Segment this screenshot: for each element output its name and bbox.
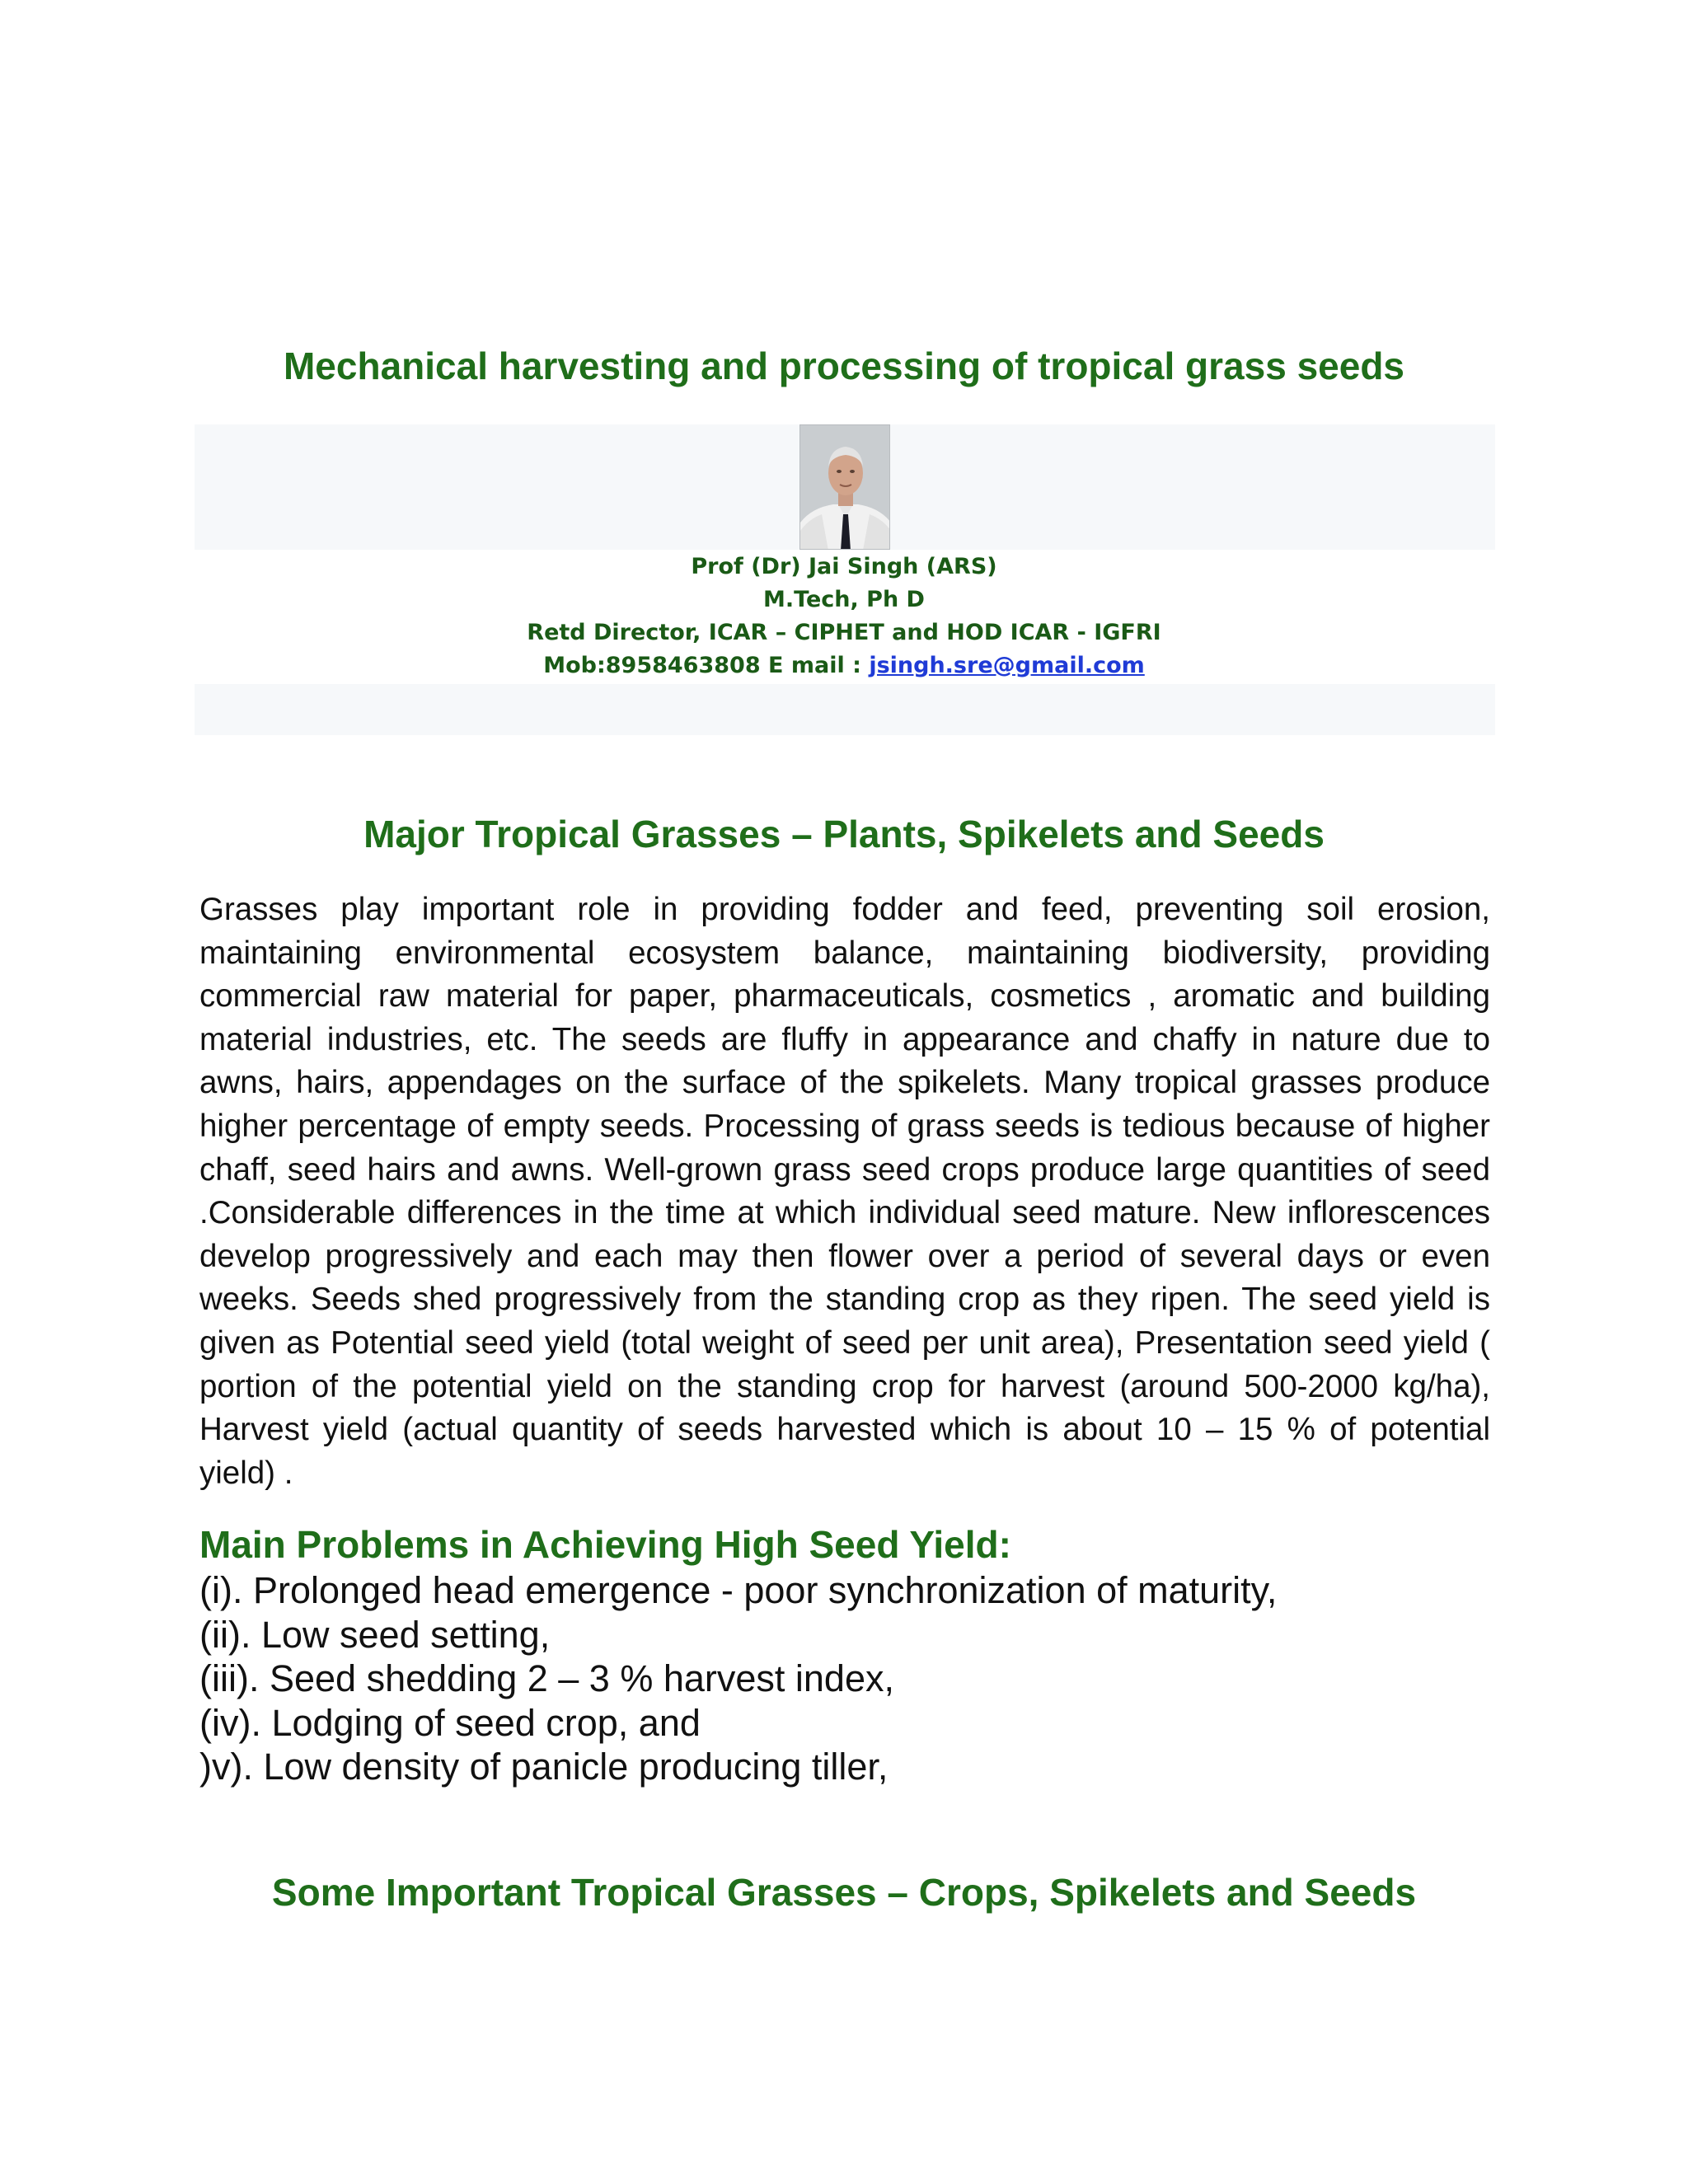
problems-list	[199, 1568, 1277, 1789]
author-contact-prefix: Mob:8958463808 E mail :	[543, 653, 870, 678]
list-item: (iii). Seed shedding 2 – 3 % harvest index,	[199, 1657, 894, 1699]
bottom-heading: Some Important Tropical Grasses – Crops, Spikelets and Seeds	[271, 1871, 1417, 1914]
list-item: )v). Low density of panicle producing tiller,	[199, 1746, 889, 1788]
author-email-link[interactable]: jsingh.sre@gmail.com	[869, 653, 1145, 678]
problems-heading: Main Problems in Achieving High Seed Yield:	[199, 1523, 1011, 1566]
author-name: Prof (Dr) Jai Singh (ARS)	[691, 554, 997, 579]
author-portrait-image	[800, 425, 890, 550]
author-band-bottom	[195, 684, 1495, 735]
author-photo	[799, 424, 890, 550]
section-heading: Major Tropical Grasses – Plants, Spikelets and Seeds	[363, 813, 1325, 855]
body-paragraph: Grasses play important role in providing fodder and feed, preventing soil erosion, maintaining environmental ecosystem balance, maintaining biodiversity, providing commercial raw material for paper, pharmaceuticals, cosmetics , aromatic and building material industries, etc. The seeds are fluffy in appearance and chaffy in nature due to awns, hairs, appendages on the surface of the spikelets. Many tropical grasses produce higher percentage of empty seeds. Processing of grass seeds is tedious because of higher chaff, seed hairs and awns. Well-grown grass seed crops produce large quantities of seed .Considerable differences in the time at which individual seed mature. New inflorescences develop progressively and each may then flower over a period of several days or even weeks. Seeds shed progressively from the standing crop as they ripen. The seed yield is given as Potential seed yield (total weight of seed per unit area), Presentation seed yield ( portion of the potential yield on the standing crop for harvest (around 500-2000 kg/ha), Harvest yield (actual quantity of seeds harvested which is about 10 – 15 % of potential yield) .	[199, 892, 1490, 1491]
author-position: Retd Director, ICAR – CIPHET and HOD ICAR - IGFRI	[527, 620, 1161, 645]
list-item: (i). Prolonged head emergence - poor synchronization of maturity,	[199, 1569, 1278, 1611]
author-info	[0, 551, 1688, 682]
author-contact	[0, 649, 1688, 682]
author-degrees: M.Tech, Ph D	[763, 587, 925, 612]
list-item: (iv). Lodging of seed crop, and	[199, 1701, 701, 1744]
document-title: Mechanical harvesting and processing of tropical grass seeds	[283, 344, 1404, 387]
list-item: (ii). Low seed setting,	[199, 1613, 551, 1656]
